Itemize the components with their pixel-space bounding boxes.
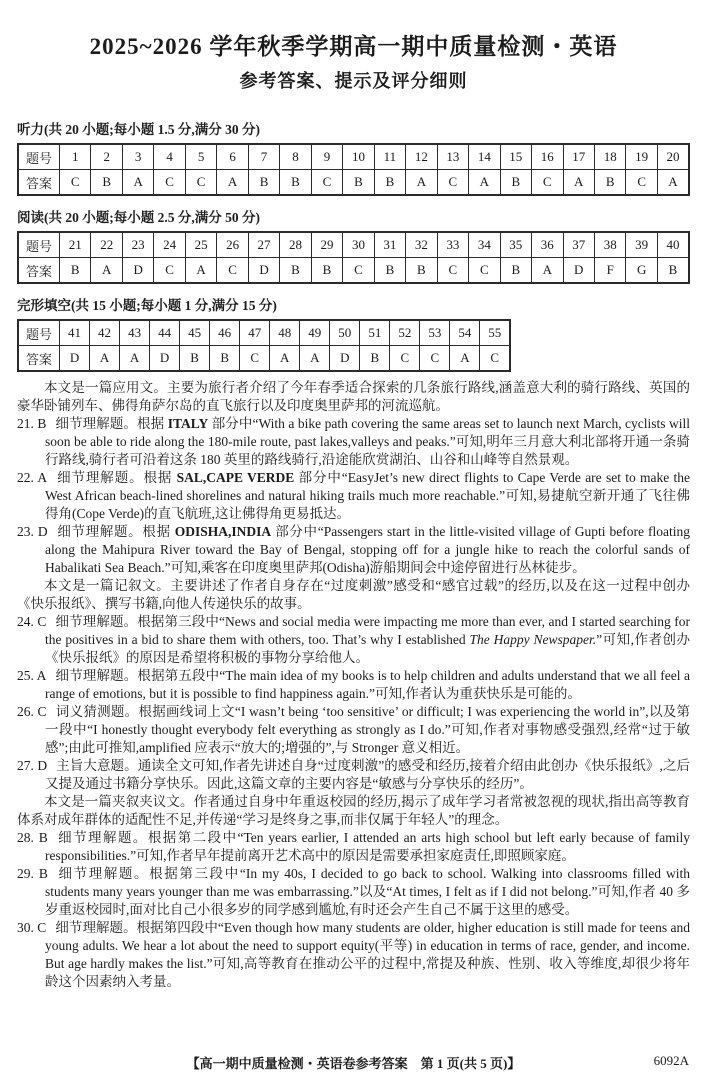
question-number-cell: 55: [480, 320, 510, 346]
explanation-item: [17, 613, 690, 667]
passage-summary: [17, 379, 690, 415]
answer-table-listening: [17, 143, 690, 196]
answer-cell: A: [120, 346, 150, 372]
explanation-text: 细节理解题。根据: [56, 470, 177, 485]
row-label: 答案: [18, 346, 60, 372]
question-number-cell: 14: [469, 144, 500, 170]
question-number-cell: 43: [120, 320, 150, 346]
answer-cell: B: [500, 258, 531, 284]
question-number-cell: 38: [594, 232, 625, 258]
answer-cell: A: [532, 258, 563, 284]
explanation-text: 部分中“EasyJet’s new direct flights to Cape Verde are set to make the West African beach-lined shorelines and natural hiking trails much more reachable.”可知,易捷航空新开通了飞往佛得角(Cope Verde)的直飞航班,这让佛得角更易抵达。: [45, 470, 691, 521]
section-header-cloze: 完形填空(共 15 小题;每小题 1 分,满分 15 分): [17, 298, 277, 313]
explanation-item: [17, 667, 690, 703]
answer-cell: C: [343, 258, 374, 284]
question-number-cell: 7: [248, 144, 279, 170]
question-number-answer: 22. A: [17, 470, 48, 485]
answer-cell: C: [626, 170, 657, 196]
table-row: [18, 232, 689, 258]
page-subtitle: 参考答案、提示及评分细则: [239, 71, 468, 91]
question-number-answer: 26. C: [17, 704, 47, 719]
question-number-cell: 54: [450, 320, 480, 346]
explanation-text: 部分中“Passengers start in the little-visited village of Gupti before floating along the Mahipura River toward the Bay of Bengal, stopping off for a jungle hike to reach the colorful sands of Habalikati Sea Beach.”可知,乘客在印度奥里萨邦(Odisha)游船期间会中途停留进行丛林徒步。: [45, 524, 691, 575]
question-number-cell: 15: [500, 144, 531, 170]
explanation-text: 本文是一篇应用文。主要为旅行者介绍了今年春季适合探索的几条旅行路线,涵盖意大利的骑行路线、英国的豪华卧铺列车、佛得角萨尔岛的直飞旅行以及印度奥里萨邦的河流巡航。: [17, 380, 690, 413]
question-number-cell: 33: [437, 232, 468, 258]
row-label: 题号: [18, 320, 60, 346]
question-number-cell: 30: [343, 232, 374, 258]
answer-cell: B: [594, 170, 625, 196]
answer-cell: B: [280, 258, 311, 284]
answer-cell: C: [480, 346, 510, 372]
answer-cell: A: [300, 346, 330, 372]
question-number-cell: 35: [500, 232, 531, 258]
question-number-cell: 25: [185, 232, 216, 258]
question-number-answer: 24. C: [17, 614, 47, 629]
explanation-text: 细节理解题。根据: [55, 416, 168, 431]
explanation-text: 本文是一篇记叙文。主要讲述了作者自身存在“过度刺激”感受和“感官过载”的经历,以及在这一过程中创办《快乐报纸》、撰写书籍,向他人传递快乐的故事。: [17, 578, 690, 611]
table-row: [18, 320, 510, 346]
explanation-item: [17, 829, 690, 865]
answer-cell: A: [657, 170, 689, 196]
question-number-cell: 5: [185, 144, 216, 170]
answer-cell: C: [60, 170, 91, 196]
question-number-cell: 16: [532, 144, 563, 170]
answer-cell: D: [150, 346, 180, 372]
explanation-item: [17, 757, 690, 793]
answer-cell: B: [180, 346, 210, 372]
answer-cell: B: [343, 170, 374, 196]
question-number-cell: 44: [150, 320, 180, 346]
explanation-item: [17, 919, 690, 991]
answer-cell: B: [374, 258, 405, 284]
question-number-cell: 4: [154, 144, 185, 170]
answer-cell: C: [154, 170, 185, 196]
answer-cell: A: [406, 170, 437, 196]
answer-cell: D: [563, 258, 594, 284]
italic-title: The Happy Newspaper.: [469, 632, 597, 647]
row-label: 题号: [18, 144, 60, 170]
answer-cell: B: [210, 346, 240, 372]
answer-cell: A: [217, 170, 248, 196]
answer-sections: [17, 120, 690, 372]
explanation-text: 细节理解题。根据第三段中“News and social media were impacting me more than ever, and I started searching for the positives in a bid to share them with others, too. That’s why I established: [45, 614, 690, 647]
answer-cell: A: [469, 170, 500, 196]
question-number-cell: 8: [280, 144, 311, 170]
answer-cell: B: [374, 170, 405, 196]
question-number-answer: 28. B: [17, 830, 48, 845]
question-number-cell: 36: [532, 232, 563, 258]
question-number-cell: 6: [217, 144, 248, 170]
answer-cell: B: [280, 170, 311, 196]
question-number-cell: 19: [626, 144, 657, 170]
page-title: 2025~2026 学年秋季学期高一期中质量检测・英语: [89, 34, 618, 59]
explanation-text: 细节理解题。根据第三段中“In my 40s, I decided to go back to school. Walking into classrooms filled with students many years younger than me was embarrassing.”以及“At times, I felt as if I did not belong.”可知,作者 40 多岁重返校园时,面对比自己小很多岁的同学感到尴尬,有时还会产生自己不属于这里的感受。: [45, 866, 690, 917]
question-number-cell: 42: [90, 320, 120, 346]
bold-keyword: ITALY: [167, 416, 209, 431]
answer-cell: B: [657, 258, 689, 284]
question-number-cell: 34: [469, 232, 500, 258]
question-number-answer: 23. D: [17, 524, 48, 539]
answer-cell: A: [90, 346, 120, 372]
paper-code: 6092A: [653, 1053, 689, 1068]
question-number-cell: 21: [60, 232, 91, 258]
answer-cell: D: [122, 258, 153, 284]
question-number-cell: 1: [60, 144, 91, 170]
question-number-cell: 20: [657, 144, 689, 170]
question-number-cell: 12: [406, 144, 437, 170]
answer-cell: C: [390, 346, 420, 372]
explanation-item: [17, 523, 690, 577]
answer-cell: A: [270, 346, 300, 372]
question-number-answer: 29. B: [17, 866, 48, 881]
question-number-answer: 21. B: [17, 416, 47, 431]
explanation-text: 细节理解题。根据第五段中“The main idea of my books is to help children and adults understand that we all feel a range of emotions, but it is possible to find happiness again.”可知,作者认为重获快乐是可能的。: [45, 668, 690, 701]
question-number-answer: 27. D: [17, 758, 48, 773]
answer-cell: C: [420, 346, 450, 372]
question-number-cell: 41: [60, 320, 90, 346]
answer-cell: G: [626, 258, 657, 284]
question-number-cell: 27: [248, 232, 279, 258]
explanation-item: [17, 469, 690, 523]
table-row: [18, 346, 510, 372]
table-row: [18, 144, 689, 170]
explanation-item: [17, 865, 690, 919]
section-header-reading: 阅读(共 20 小题;每小题 2.5 分,满分 50 分): [17, 210, 260, 225]
answer-cell: C: [185, 170, 216, 196]
answer-cell: B: [311, 258, 342, 284]
explanation-text: 本文是一篇夹叙夹议文。作者通过自身中年重返校园的经历,揭示了成年学习者常被忽视的现状,指出高等教育体系对成年群体的适配性不足,并传递“学习是终身之事,而非仅属于年轻人”的理念。: [17, 794, 690, 827]
question-number-answer: 30. C: [17, 920, 47, 935]
answer-cell: F: [594, 258, 625, 284]
question-number-cell: 11: [374, 144, 405, 170]
question-number-cell: 39: [626, 232, 657, 258]
question-number-cell: 49: [300, 320, 330, 346]
question-number-cell: 47: [240, 320, 270, 346]
explanation-text: 细节理解题。根据第二段中“Ten years earlier, I attended an arts high school but left early because of family responsibilities.”可知,作者早年提前离开艺术高中的原因是需要承担家庭责任,即照顾家庭。: [45, 830, 690, 863]
question-number-answer: 25. A: [17, 668, 47, 683]
answer-cell: A: [122, 170, 153, 196]
question-number-cell: 9: [311, 144, 342, 170]
explanation-text: 主旨大意题。通读全文可知,作者先讲述自身“过度刺激”的感受和经历,接着介绍由此创办《快乐报纸》,之后又提及通过书籍分享快乐。因此,这篇文章的主要内容是“敏感与分享快乐的经历”。: [45, 758, 691, 791]
answer-cell: B: [60, 258, 91, 284]
answer-cell: D: [60, 346, 90, 372]
question-number-cell: 37: [563, 232, 594, 258]
explanation-item: [17, 703, 690, 757]
explanation-text: 细节理解题。根据: [56, 524, 175, 539]
question-number-cell: 22: [91, 232, 122, 258]
answer-cell: A: [91, 258, 122, 284]
question-number-cell: 28: [280, 232, 311, 258]
answer-cell: C: [532, 170, 563, 196]
answer-cell: C: [217, 258, 248, 284]
explanation-item: [17, 415, 690, 469]
explanation-text: 词义猜测题。根据画线词上文“I wasn’t being ‘too sensitive’ or difficult; I was experiencing the world in”,以及第一段中“I honestly thought everybody felt everything as strongly as I do.”可知,作者对事物感受强烈,经常“过于敏感”;由此可推知,amplified 应表示“放大的;增强的”,与 Stronger 意义相近。: [45, 704, 690, 755]
bold-keyword: ODISHA,INDIA: [174, 524, 272, 539]
answer-cell: B: [360, 346, 390, 372]
question-number-cell: 53: [420, 320, 450, 346]
question-number-cell: 3: [122, 144, 153, 170]
answer-cell: D: [248, 258, 279, 284]
question-number-cell: 45: [180, 320, 210, 346]
answer-cell: C: [311, 170, 342, 196]
question-number-cell: 52: [390, 320, 420, 346]
answer-cell: B: [500, 170, 531, 196]
passage-summary: [17, 793, 690, 829]
answer-cell: B: [91, 170, 122, 196]
question-number-cell: 2: [91, 144, 122, 170]
answer-cell: A: [185, 258, 216, 284]
answer-table-reading: [17, 231, 690, 284]
answer-cell: B: [406, 258, 437, 284]
question-number-cell: 17: [563, 144, 594, 170]
answer-cell: A: [450, 346, 480, 372]
question-number-cell: 48: [270, 320, 300, 346]
explanation-text: 部分中“With a bike path covering the same areas set to launch next March, cyclists will soon be able to ride along the 180-mile route, past lakes,valleys and peaks.”可知,明年三月意大利北部将开通一条骑行路线,骑行者可沿着这条 180 英里的路线骑行,沿途能欣赏湖泊、山谷和山峰等自然景观。: [45, 416, 691, 467]
question-number-cell: 46: [210, 320, 240, 346]
answer-cell: C: [469, 258, 500, 284]
section-header-listening: 听力(共 20 小题;每小题 1.5 分,满分 30 分): [17, 122, 260, 137]
answer-cell: C: [240, 346, 270, 372]
answer-table-cloze: [17, 319, 511, 372]
explanation-text: ”可知,作者创办《快乐报纸》的原因是希望将积极的事物分享给他人。: [45, 632, 690, 665]
explanations: [17, 379, 690, 991]
answer-cell: C: [437, 170, 468, 196]
answer-cell: C: [437, 258, 468, 284]
row-label: 答案: [18, 258, 60, 284]
page-footer: [0, 1053, 707, 1071]
answer-cell: A: [563, 170, 594, 196]
question-number-cell: 40: [657, 232, 689, 258]
answer-cell: B: [248, 170, 279, 196]
bold-keyword: SAL,CAPE VERDE: [176, 470, 295, 485]
passage-summary: [17, 577, 690, 613]
explanation-text: 细节理解题。根据第四段中“Even though how many students are older, higher education is still made for teens and young adults. We hear a lot about the need to support equity(平等) in education in terms of race, gender, and income. But age hardly makes the list.”可知,高等教育在推动公平的过程中,常提及种族、性别、收入等维度,却很少将年龄这个因素纳入考量。: [45, 920, 690, 989]
question-number-cell: 10: [343, 144, 374, 170]
table-row: [18, 258, 689, 284]
question-number-cell: 24: [154, 232, 185, 258]
question-number-cell: 29: [311, 232, 342, 258]
footer-text: 【高一期中质量检测・英语卷参考答案 第 1 页(共 5 页)】: [186, 1056, 521, 1071]
question-number-cell: 13: [437, 144, 468, 170]
answer-cell: C: [154, 258, 185, 284]
question-number-cell: 32: [406, 232, 437, 258]
table-row: [18, 170, 689, 196]
row-label: 题号: [18, 232, 60, 258]
answer-cell: D: [330, 346, 360, 372]
question-number-cell: 23: [122, 232, 153, 258]
row-label: 答案: [18, 170, 60, 196]
question-number-cell: 18: [594, 144, 625, 170]
question-number-cell: 26: [217, 232, 248, 258]
question-number-cell: 31: [374, 232, 405, 258]
question-number-cell: 51: [360, 320, 390, 346]
question-number-cell: 50: [330, 320, 360, 346]
